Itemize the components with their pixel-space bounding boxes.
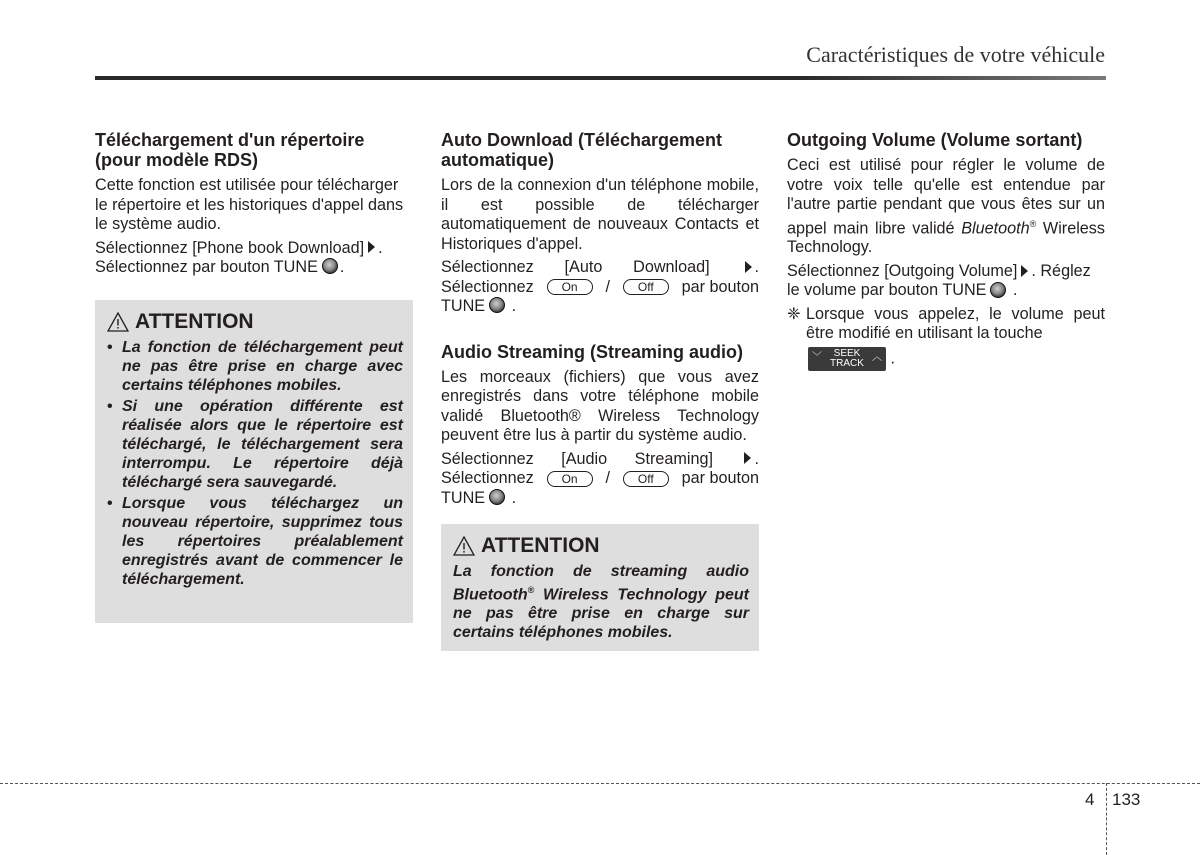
attention-bullet: • La fonction de téléchargement peut ne pas être prise en charge avec certains téléphones mobiles. (107, 338, 403, 395)
on-button-icon: On (547, 279, 593, 295)
warning-triangle-icon (107, 312, 129, 332)
header-rule (95, 76, 1106, 80)
section-heading-audio-streaming: Audio Streaming (Streaming audio) (441, 341, 744, 362)
note-mark-icon: ❈ (787, 304, 801, 323)
column-3 (787, 130, 1105, 371)
on-button-icon: On (547, 471, 593, 487)
attention-bullet: • Si une opération différente est réalisée alors que le répertoire est téléchargé, le téléchargement sera interrompu. Le répertoire déjà téléchargé sera sauvegardé. (107, 397, 403, 492)
tune-knob-icon (990, 282, 1006, 298)
seek-track-button-icon: ﹀ SEEK TRACK ︿ (808, 347, 886, 371)
attention-box-streaming (441, 524, 759, 651)
section-heading-phonebook: Téléchargement d'un répertoire (pour modèle RDS) (95, 130, 365, 170)
menu-arrow-icon (1021, 265, 1028, 277)
footer-dashed-divider (1106, 783, 1107, 855)
running-header-title: Caractéristiques de votre véhicule (806, 42, 1105, 67)
auto-download-onoff-line: Sélectionnez On / Off par bouton (441, 277, 759, 296)
phonebook-tune-line: Sélectionnez par bouton TUNE . (95, 258, 345, 276)
auto-download-description: Lors de la connexion d'un téléphone mobile, il est possible de télécharger automatiquement de nouveaux Contacts et Historiques d'appel. (441, 176, 759, 253)
note-paragraph: ❈ Lorsque vous appelez, le volume peut être modifié en utilisant la touche ﹀ SEEK TRACK ︿ . (787, 304, 1105, 369)
audio-streaming-tune-line: TUNE . (441, 488, 517, 507)
warning-triangle-icon (453, 536, 475, 556)
section-heading-outgoing-volume: Outgoing Volume (Volume sortant) (787, 130, 1083, 150)
phonebook-select-line: Sélectionnez [Phone book Download] . (95, 238, 383, 257)
column-1 (95, 130, 413, 623)
tune-knob-icon (489, 297, 505, 313)
outgoing-volume-select-line: Sélectionnez [Outgoing Volume] . Réglez le volume par bouton TUNE . (787, 261, 1091, 300)
chapter-number: 4 (1085, 790, 1095, 809)
attention-title: ATTENTION (481, 534, 600, 557)
column-2 (441, 130, 759, 651)
attention-box-phonebook (95, 300, 413, 623)
section-heading-auto-download: Auto Download (Téléchargement automatique) (441, 130, 723, 170)
auto-download-tune-line: TUNE . (441, 297, 517, 315)
outgoing-volume-description: Ceci est utilisé pour régler le volume de votre voix telle qu'elle est entendue par l'autre partie pendant que vous êtes sur un appel main libre validé Bluetooth® Wireless Technology. (787, 156, 1105, 257)
menu-arrow-icon (368, 241, 375, 253)
page-number: 133 (1112, 790, 1141, 809)
menu-arrow-icon (745, 261, 752, 273)
attention-title: ATTENTION (135, 309, 254, 333)
audio-streaming-description: Les morceaux (fichiers) que vous avez enregistrés dans votre téléphone mobile validé Bluetooth® Wireless Technology peuvent être lus à partir du système audio. (441, 367, 759, 444)
off-button-icon: Off (623, 279, 669, 295)
footer-dashed-rule (0, 783, 1200, 784)
off-button-icon: Off (623, 471, 669, 487)
attention-text: La fonction de streaming audio Bluetooth® Wireless Technology peut ne pas être prise en charge sur certains téléphones mobiles. (453, 563, 749, 642)
menu-arrow-icon (744, 452, 751, 464)
auto-download-select-line: Sélectionnez [Auto Download] . (441, 258, 759, 276)
audio-streaming-onoff-line: Sélectionnez On / Off par bouton (441, 469, 759, 487)
tune-knob-icon (489, 489, 505, 505)
audio-streaming-select-line: Sélectionnez [Audio Streaming] . (441, 449, 759, 468)
tune-knob-icon (322, 258, 338, 274)
attention-bullet-list (107, 338, 403, 589)
attention-bullet: • Lorsque vous téléchargez un nouveau répertoire, supprimez tous les répertoires préalablement enregistrés avant de commencer le téléchargement. (107, 494, 403, 589)
phonebook-description: Cette fonction est utilisée pour télécharger le répertoire et les historiques d'appel dans le système audio. (95, 176, 404, 233)
